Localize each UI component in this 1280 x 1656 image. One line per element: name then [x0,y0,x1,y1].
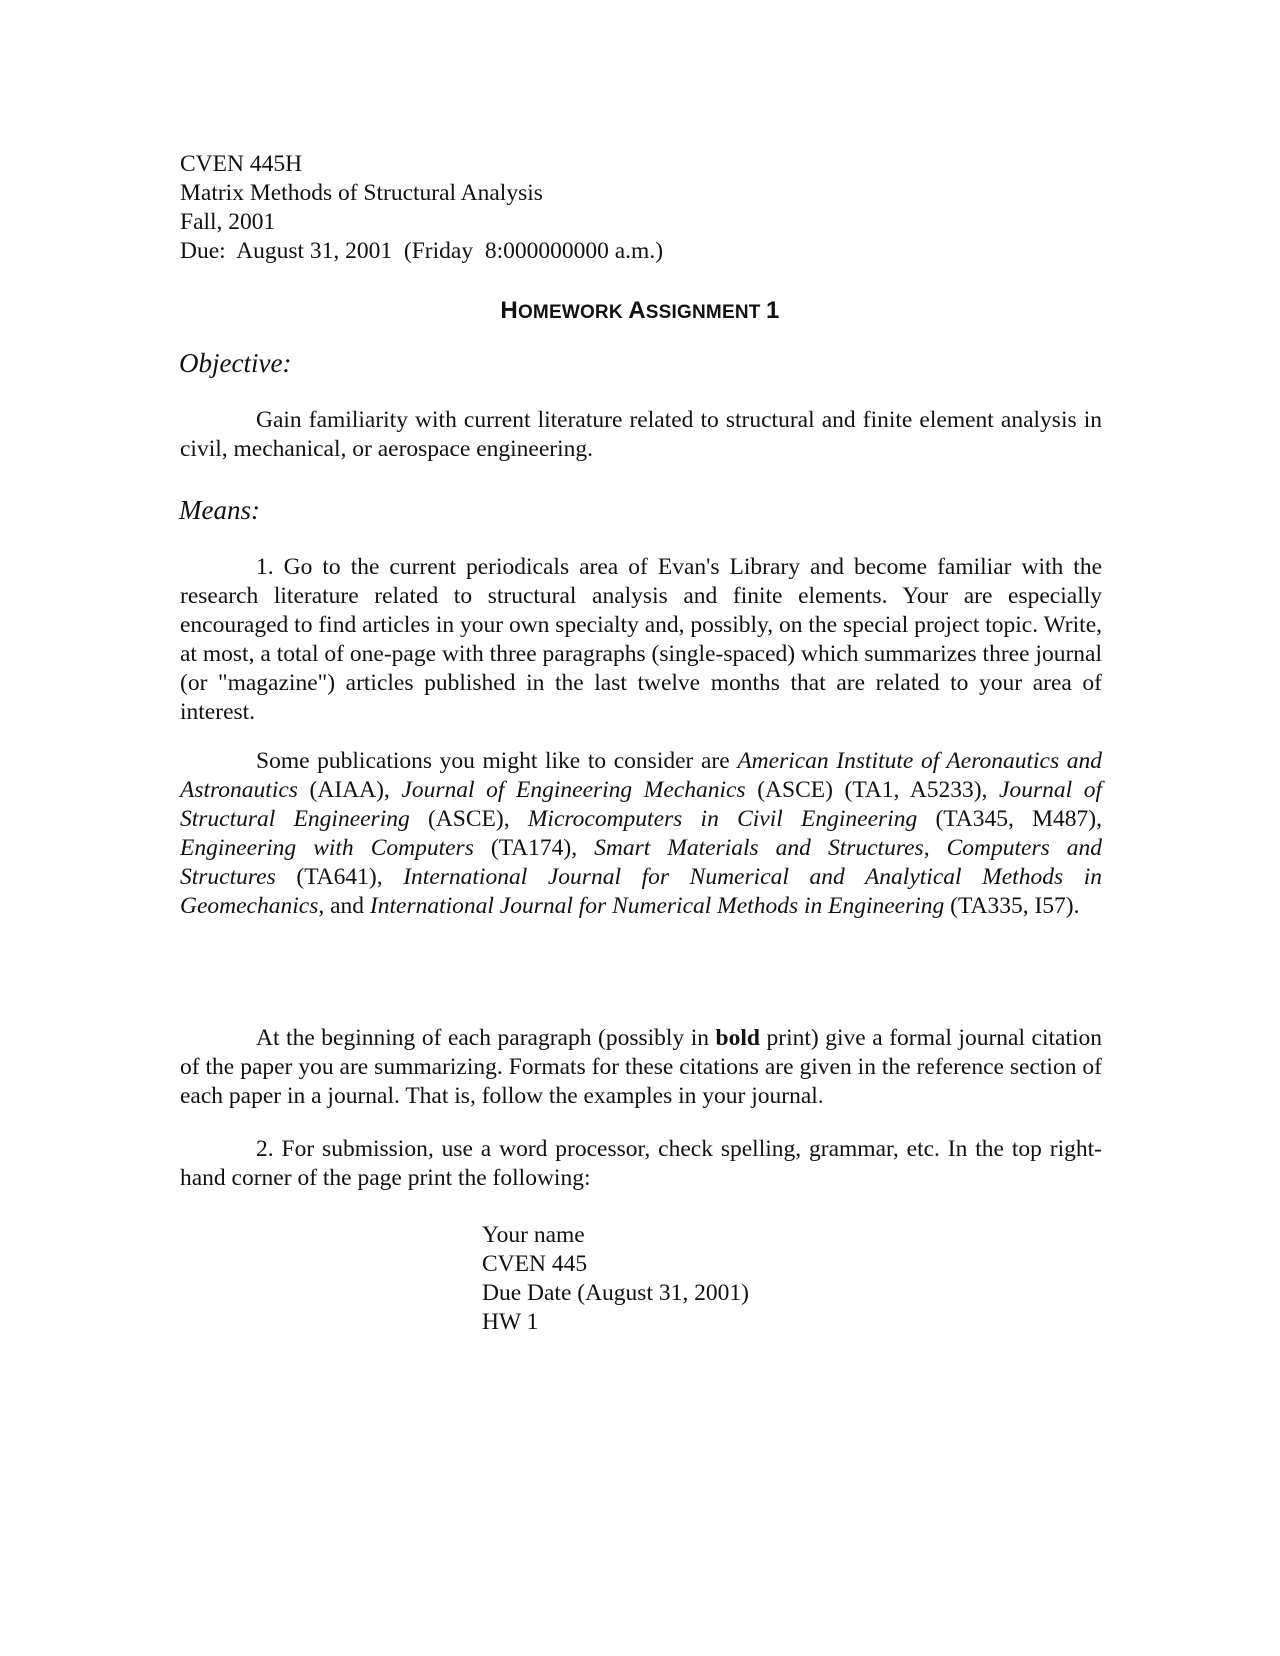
journal-title: American Institute of Aeronautics and Astronautics [180,748,1102,803]
course-header [180,150,663,266]
journal-title: Computers and Structures [180,835,1103,890]
means-paragraph-submission: 2. For submission, use a word processor, check spelling, grammar, etc. In the top right-hand corner of the page print the following: [180,1136,1102,1191]
title-initial-h: H [500,297,518,324]
term: Fall, 2001 [180,209,276,235]
objective-paragraph: Gain familiarity with current literature related to structural and finite element analysis in civil, mechanical, or aerospace engineering. [180,407,1102,462]
journal-title: International Journal for Numerical and Analytical Methods in Geomechanics [180,864,1102,919]
submission-course-line: CVEN 445 [482,1251,588,1277]
means-paragraph-1: 1. Go to the current periodicals area of Evan's Library and become familiar with the research literature related to structural analysis and finite elements. Your are especially encouraged to find articles in your own specialty and, possibly, on the special project topic. Write, at most, a total of one-page with three paragraphs (single-spaced) which summarizes three journal (or "magazine") articles published in the last twelve months that are related to your area of interest. [180,554,1102,725]
journal-title: Microcomputers in Civil Engineering [527,806,918,832]
submission-due-line: Due Date (August 31, 2001) [482,1280,749,1306]
journal-title: Engineering with Computers [180,835,474,861]
bold-word: bold [715,1025,760,1051]
objective-heading: Objective: [179,348,292,378]
course-code: CVEN 445H [180,151,303,177]
title-initial-a: A [628,297,646,324]
page-title [0,297,1280,325]
submission-name-line: Your name [482,1222,585,1248]
means-paragraph-publications: Some publications you might like to consider are American Institute of Aeronautics and Astronautics (AIAA), Journal of Engineering Mechanics (ASCE) (TA1, A5233), Journal of Structural Engineering (ASCE), Microcomputers in Civil Engineering (TA345, M487), Engineering with Computers (TA174), Smart Materials and Structures, Computers and Structures (TA641), International Journal for Numerical and Analytical Methods in Geomechanics, and International Journal for Numerical Methods in Engineering (TA335, I57). [180,748,1103,919]
means-paragraph-citation: At the beginning of each paragraph (possibly in bold print) give a formal journal citation of the paper you are summarizing. Formats for these citations are given in the reference section of each paper in a journal. That is, follow the examples in your journal. [180,1025,1102,1109]
due-date: Due: August 31, 2001 (Friday 8:000000000 a.m.) [180,238,664,264]
title-number: 1 [766,297,780,324]
journal-title: International Journal for Numerical Methods in Engineering [369,893,945,919]
title-word-assignment: SSIGNMENT [645,302,767,323]
journal-title: Smart Materials and Structures [594,835,924,861]
submission-hw-line: HW 1 [482,1309,539,1335]
title-word-homework: OMEWORK [517,302,629,323]
submission-block [482,1221,749,1337]
course-name: Matrix Methods of Structural Analysis [180,180,543,206]
journal-title: Journal of Engineering Mechanics [401,777,746,803]
journal-title: Journal of Structural Engineering [180,777,1103,832]
means-heading: Means: [179,495,260,525]
